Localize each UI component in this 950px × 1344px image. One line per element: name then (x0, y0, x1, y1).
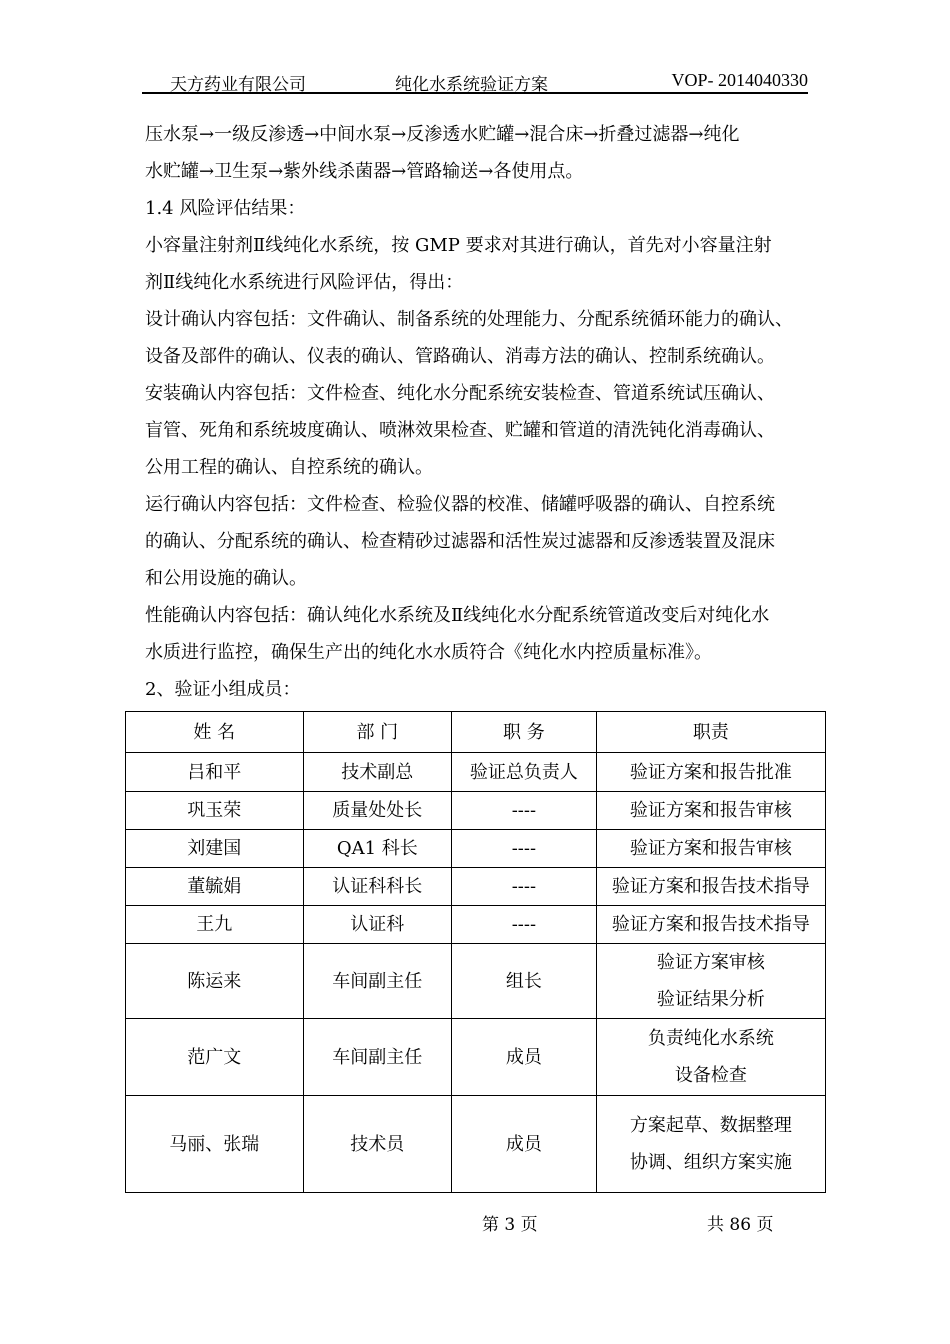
cell-name: 刘建国 (126, 830, 304, 868)
table-header-row (126, 712, 826, 753)
page-header (142, 62, 808, 94)
cell-dept: 质量处处长 (303, 792, 452, 830)
text-line: 盲管、死角和系统坡度确认、喷淋效果检查、贮罐和管道的清洗钝化消毒确认、 (145, 420, 775, 441)
text-line: 压水泵→一级反渗透→中间水泵→反渗透水贮罐→混合床→折叠过滤器→纯化 (145, 124, 740, 145)
cell-dept: 技术员 (303, 1096, 452, 1193)
header-cell-duty: 职责 (596, 712, 825, 753)
text-line: 小容量注射剂Ⅱ线纯化水系统，按 GMP 要求对其进行确认，首先对小容量注射 (145, 235, 772, 256)
cell-position: 成员 (452, 1096, 597, 1193)
duty-line: 负责纯化水系统 (647, 1028, 774, 1049)
section-heading: 1.4 风险评估结果： (145, 198, 306, 219)
cell-duty: 验证方案和报告批准 (596, 753, 825, 792)
duty-line: 协调、组织方案实施 (629, 1152, 792, 1173)
text-line: 性能确认内容包括：确认纯化水系统及Ⅱ线纯化水分配系统管道改变后对纯化水 (145, 605, 770, 626)
header-company: 天方药业有限公司 (170, 75, 306, 95)
header-title: 纯化水系统验证方案 (395, 75, 548, 95)
cell-name: 董毓娟 (126, 868, 304, 906)
text-line: 运行确认内容包括：文件检查、检验仪器的校准、储罐呼吸器的确认、自控系统 (145, 494, 775, 515)
table-row (126, 830, 826, 868)
table-row (126, 944, 826, 1019)
cell-position: 成员 (452, 1019, 597, 1096)
text-line: 公用工程的确认、自控系统的确认。 (145, 457, 433, 478)
page-total: 共 86 页 (707, 1215, 774, 1235)
duty-line: 方案起草、数据整理 (629, 1115, 792, 1136)
text-line: 和公用设施的确认。 (145, 568, 307, 589)
cell-dept: 车间副主任 (303, 944, 452, 1019)
cell-duty (596, 1019, 825, 1096)
header-doc-code: VOP- 2014040330 (671, 70, 808, 90)
cell-position: ---- (452, 830, 597, 868)
cell-position: ---- (452, 868, 597, 906)
members-table (125, 711, 826, 1193)
header-cell-position: 职 务 (452, 712, 597, 753)
text-line: 水质进行监控，确保生产出的纯化水水质符合《纯化水内控质量标准》。 (145, 642, 712, 663)
page-number: 第 3 页 (482, 1215, 538, 1235)
cell-duty: 验证方案和报告技术指导 (596, 906, 825, 944)
cell-duty: 验证方案和报告审核 (596, 830, 825, 868)
cell-position: 组长 (452, 944, 597, 1019)
text-line: 设计确认内容包括：文件确认、制备系统的处理能力、分配系统循环能力的确认、 (145, 309, 793, 330)
cell-dept: 认证科 (303, 906, 452, 944)
cell-dept: 认证科科长 (303, 868, 452, 906)
header-cell-dept: 部 门 (303, 712, 452, 753)
section-heading: 2、验证小组成员： (145, 679, 301, 700)
cell-dept: 车间副主任 (303, 1019, 452, 1096)
cell-name: 巩玉荣 (126, 792, 304, 830)
header-cell-name: 姓 名 (126, 712, 304, 753)
cell-name: 范广文 (126, 1019, 304, 1096)
duty-line: 验证结果分析 (656, 989, 765, 1010)
cell-duty (596, 944, 825, 1019)
text-line: 设备及部件的确认、仪表的确认、管路确认、消毒方法的确认、控制系统确认。 (145, 346, 775, 367)
cell-position: ---- (452, 792, 597, 830)
cell-position: ---- (452, 906, 597, 944)
cell-duty: 验证方案和报告技术指导 (596, 868, 825, 906)
text-line: 水贮罐→卫生泵→紫外线杀菌器→管路输送→各使用点。 (145, 161, 584, 182)
table-row (126, 792, 826, 830)
duty-line: 设备检查 (674, 1065, 747, 1086)
text-line: 剂Ⅱ线纯化水系统进行风险评估，得出： (145, 272, 464, 293)
duty-line: 验证方案审核 (656, 952, 765, 973)
cell-dept: 技术副总 (303, 753, 452, 792)
table-row (126, 906, 826, 944)
cell-name: 陈运来 (126, 944, 304, 1019)
text-line: 的确认、分配系统的确认、检查精砂过滤器和活性炭过滤器和反渗透装置及混床 (145, 531, 775, 552)
body-text (145, 116, 810, 708)
cell-name: 吕和平 (126, 753, 304, 792)
text-line: 安装确认内容包括：文件检查、纯化水分配系统安装检查、管道系统试压确认、 (145, 383, 775, 404)
cell-position: 验证总负责人 (452, 753, 597, 792)
cell-name: 马丽、张瑞 (126, 1096, 304, 1193)
table-row (126, 868, 826, 906)
cell-duty: 验证方案和报告审核 (596, 792, 825, 830)
table-row (126, 1096, 826, 1193)
cell-dept: QA1 科长 (303, 830, 452, 868)
table-row (126, 753, 826, 792)
cell-duty (596, 1096, 825, 1193)
table-row (126, 1019, 826, 1096)
cell-name: 王九 (126, 906, 304, 944)
